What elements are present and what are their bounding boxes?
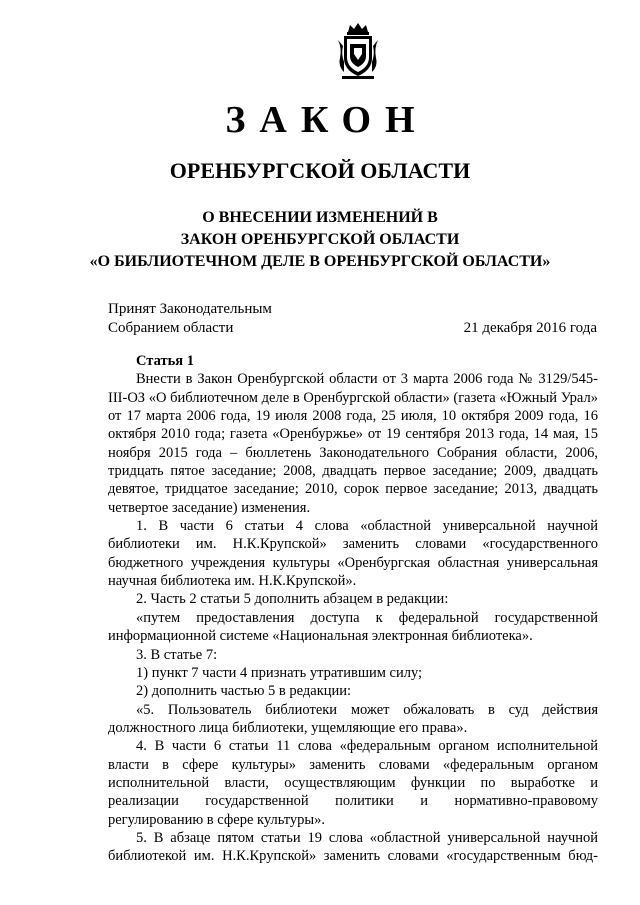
article-paragraph: 2) дополнить частью 5 в редакции: (136, 683, 352, 700)
adoption-info (108, 300, 272, 338)
document-title: ЗАКОН (225, 99, 429, 141)
subject-line: О ВНЕСЕНИИ ИЗМЕНЕНИЙ В (202, 209, 438, 226)
article-paragraph: 5. В абзаце пятом статьи 19 слова «областной универсальной научной библиотекой им. Н.К.Крупской» заменить словами «государственным бюд- (108, 829, 598, 865)
article-body (108, 352, 598, 866)
adoption-line: Принят Законодательным (108, 301, 272, 317)
document-subject (0, 207, 640, 273)
article-title: Статья 1 (136, 353, 194, 369)
article-paragraph: 2. Часть 2 статьи 5 дополнить абзацем в редакции: (136, 591, 449, 608)
coat-of-arms-icon (336, 22, 380, 80)
article-paragraph: 3. В статье 7: (136, 646, 218, 663)
adoption-line: Собранием области (108, 320, 234, 336)
subject-line: «О БИБЛИОТЕЧНОМ ДЕЛЕ В ОРЕНБУРГСКОЙ ОБЛАСТИ» (89, 253, 551, 270)
article-paragraph: 4. В части 6 статьи 11 слова «федеральным органом исполнительной власти в сфере культуры» заменить словами «федеральным органом исполнительной власти, осуществляющим функции по выработке и реализации государственной политики и нормативно-правовому регулированию в сфере культуры». (108, 738, 598, 828)
article-paragraph: 1. В части 6 статьи 4 слова «областной универсальной научной библиотеки им. Н.К.Крупской» заменить словами «государственного бюджетного учреждения культуры «Оренбургская областная универсальная научная библиотека им. Н.К.Крупской». (108, 518, 598, 590)
article-paragraph: Внести в Закон Оренбургской области от 3 марта 2006 года № 3129/545-III-ОЗ «О библиотечном деле в Оренбургской области» (газета «Южный Урал» от 17 марта 2006 года, 19 июля 2008 года, 25 июля, 10 октября 2009 года, 16 октября 2010 года; газета «Оренбуржье» от 19 сентября 2013 года, 14 мая, 15 ноября 2015 года – бюллетень Законодательного Собрания области, 2006, тридцать пятое заседание; 2008, двадцать первое заседание; 2009, двадцать девятое, тридцатое заседание; 2010, сорок первое заседание; 2013, двадцать четвертое заседание) изменения. (108, 371, 598, 516)
subject-line: ЗАКОН ОРЕНБУРГСКОЙ ОБЛАСТИ (180, 231, 460, 248)
document-region: ОРЕНБУРГСКОЙ ОБЛАСТИ (169, 158, 471, 183)
adoption-date: 21 декабря 2016 года (463, 320, 597, 336)
coat-of-arms-emblem (336, 22, 380, 80)
article-paragraph: «5. Пользователь библиотеки может обжаловать в суд действия должностного лица библиотеки, ущемляющие его права». (108, 701, 598, 736)
article-paragraph: 1) пункт 7 части 4 признать утратившим силу; (136, 664, 423, 681)
article-paragraph: «путем предоставления доступа к федеральной государственной информационной системе «Национальная электронная библиотека». (108, 609, 598, 645)
